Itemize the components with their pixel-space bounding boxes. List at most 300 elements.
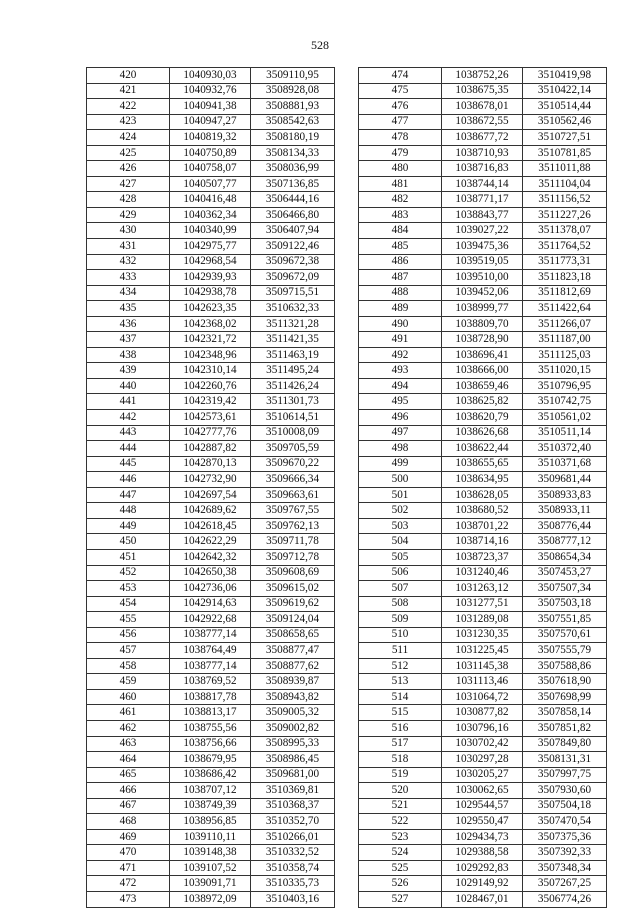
point-number-cell: 503 (359, 518, 442, 534)
x-coordinate-cell: 1040932,76 (170, 83, 251, 99)
table-row (87, 363, 335, 379)
point-number-cell: 469 (87, 829, 170, 845)
y-coordinate-cell: 3510561,02 (523, 410, 607, 426)
point-number-cell: 495 (359, 394, 442, 410)
table-row (87, 347, 335, 363)
x-coordinate-cell: 1031064,72 (442, 689, 523, 705)
table-row (359, 145, 607, 161)
table-row (87, 441, 335, 457)
table-row (359, 223, 607, 239)
y-coordinate-cell: 3509711,78 (251, 534, 335, 550)
point-number-cell: 429 (87, 207, 170, 223)
x-coordinate-cell: 1038677,72 (442, 130, 523, 146)
point-number-cell: 523 (359, 829, 442, 845)
x-coordinate-cell: 1030702,42 (442, 736, 523, 752)
y-coordinate-cell: 3511812,69 (523, 285, 607, 301)
x-coordinate-cell: 1042573,61 (170, 410, 251, 426)
y-coordinate-cell: 3511773,31 (523, 254, 607, 270)
x-coordinate-cell: 1031113,46 (442, 674, 523, 690)
table-row (87, 565, 335, 581)
point-number-cell: 421 (87, 83, 170, 99)
point-number-cell: 462 (87, 720, 170, 736)
y-coordinate-cell: 3507392,33 (523, 845, 607, 861)
table-row (87, 829, 335, 845)
point-number-cell: 466 (87, 783, 170, 799)
point-number-cell: 444 (87, 441, 170, 457)
point-number-cell: 446 (87, 472, 170, 488)
table-row (359, 394, 607, 410)
table-row (87, 752, 335, 768)
x-coordinate-cell: 1038672,55 (442, 114, 523, 130)
table-row (87, 767, 335, 783)
x-coordinate-cell: 1039110,11 (170, 829, 251, 845)
y-coordinate-cell: 3507375,36 (523, 829, 607, 845)
table-row (359, 798, 607, 814)
table-row (87, 456, 335, 472)
x-coordinate-cell: 1042968,54 (170, 254, 251, 270)
table-row (359, 363, 607, 379)
point-number-cell: 509 (359, 612, 442, 628)
table-row (87, 783, 335, 799)
table-row (87, 549, 335, 565)
table-row (87, 207, 335, 223)
point-number-cell: 487 (359, 270, 442, 286)
point-number-cell: 490 (359, 316, 442, 332)
y-coordinate-cell: 3509666,34 (251, 472, 335, 488)
y-coordinate-cell: 3507851,82 (523, 720, 607, 736)
y-coordinate-cell: 3508933,83 (523, 487, 607, 503)
y-coordinate-cell: 3509122,46 (251, 239, 335, 255)
y-coordinate-cell: 3507570,61 (523, 627, 607, 643)
table-row (87, 394, 335, 410)
x-coordinate-cell: 1038675,35 (442, 83, 523, 99)
point-number-cell: 463 (87, 736, 170, 752)
table-row (87, 83, 335, 99)
point-number-cell: 457 (87, 643, 170, 659)
x-coordinate-cell: 1031277,51 (442, 596, 523, 612)
y-coordinate-cell: 3510352,70 (251, 814, 335, 830)
point-number-cell: 498 (359, 441, 442, 457)
y-coordinate-cell: 3510371,68 (523, 456, 607, 472)
table-row (359, 68, 607, 84)
point-number-cell: 504 (359, 534, 442, 550)
y-coordinate-cell: 3509767,55 (251, 503, 335, 519)
x-coordinate-cell: 1042689,62 (170, 503, 251, 519)
x-coordinate-cell: 1030297,28 (442, 752, 523, 768)
table-row (87, 68, 335, 84)
table-row (359, 378, 607, 394)
y-coordinate-cell: 3507503,18 (523, 596, 607, 612)
table-row (359, 83, 607, 99)
x-coordinate-cell: 1038622,44 (442, 441, 523, 457)
table-row (359, 829, 607, 845)
x-coordinate-cell: 1038744,14 (442, 176, 523, 192)
point-number-cell: 422 (87, 99, 170, 115)
y-coordinate-cell: 3510727,51 (523, 130, 607, 146)
y-coordinate-cell: 3511463,19 (251, 347, 335, 363)
y-coordinate-cell: 3511266,07 (523, 316, 607, 332)
y-coordinate-cell: 3507849,80 (523, 736, 607, 752)
point-number-cell: 445 (87, 456, 170, 472)
y-coordinate-cell: 3507136,85 (251, 176, 335, 192)
y-coordinate-cell: 3511321,28 (251, 316, 335, 332)
table-row (87, 192, 335, 208)
y-coordinate-cell: 3510742,75 (523, 394, 607, 410)
y-coordinate-cell: 3506444,16 (251, 192, 335, 208)
point-number-cell: 484 (359, 223, 442, 239)
y-coordinate-cell: 3510419,98 (523, 68, 607, 84)
point-number-cell: 486 (359, 254, 442, 270)
x-coordinate-cell: 1038999,77 (442, 301, 523, 317)
y-coordinate-cell: 3510632,33 (251, 301, 335, 317)
y-coordinate-cell: 3511378,07 (523, 223, 607, 239)
point-number-cell: 514 (359, 689, 442, 705)
table-row (359, 301, 607, 317)
x-coordinate-cell: 1039091,71 (170, 876, 251, 892)
point-number-cell: 521 (359, 798, 442, 814)
table-row (87, 410, 335, 426)
point-number-cell: 434 (87, 285, 170, 301)
point-number-cell: 461 (87, 705, 170, 721)
y-coordinate-cell: 3511421,35 (251, 332, 335, 348)
point-number-cell: 499 (359, 456, 442, 472)
table-row (359, 596, 607, 612)
x-coordinate-cell: 1042736,06 (170, 581, 251, 597)
point-number-cell: 436 (87, 316, 170, 332)
table-row (87, 254, 335, 270)
table-row (87, 145, 335, 161)
y-coordinate-cell: 3508180,19 (251, 130, 335, 146)
table-row (359, 254, 607, 270)
x-coordinate-cell: 1042650,38 (170, 565, 251, 581)
coordinates-table-left (86, 67, 335, 908)
y-coordinate-cell: 3510332,52 (251, 845, 335, 861)
y-coordinate-cell: 3508658,65 (251, 627, 335, 643)
point-number-cell: 502 (359, 503, 442, 519)
point-number-cell: 459 (87, 674, 170, 690)
x-coordinate-cell: 1039027,22 (442, 223, 523, 239)
x-coordinate-cell: 1031289,08 (442, 612, 523, 628)
x-coordinate-cell: 1038809,70 (442, 316, 523, 332)
table-row (359, 876, 607, 892)
table-row (359, 316, 607, 332)
y-coordinate-cell: 3510781,85 (523, 145, 607, 161)
point-number-cell: 483 (359, 207, 442, 223)
x-coordinate-cell: 1038696,41 (442, 347, 523, 363)
table-row (359, 441, 607, 457)
y-coordinate-cell: 3508986,45 (251, 752, 335, 768)
point-number-cell: 525 (359, 860, 442, 876)
point-number-cell: 500 (359, 472, 442, 488)
x-coordinate-cell: 1042914,63 (170, 596, 251, 612)
table-row (359, 720, 607, 736)
table-row (87, 736, 335, 752)
table-row (359, 689, 607, 705)
x-coordinate-cell: 1039148,38 (170, 845, 251, 861)
table-row (359, 130, 607, 146)
x-coordinate-cell: 1038710,93 (442, 145, 523, 161)
point-number-cell: 431 (87, 239, 170, 255)
x-coordinate-cell: 1040340,99 (170, 223, 251, 239)
y-coordinate-cell: 3509663,61 (251, 487, 335, 503)
table-row (359, 347, 607, 363)
table-row (87, 270, 335, 286)
y-coordinate-cell: 3510422,14 (523, 83, 607, 99)
y-coordinate-cell: 3509715,51 (251, 285, 335, 301)
y-coordinate-cell: 3509124,04 (251, 612, 335, 628)
point-number-cell: 507 (359, 581, 442, 597)
x-coordinate-cell: 1038625,82 (442, 394, 523, 410)
point-number-cell: 493 (359, 363, 442, 379)
point-number-cell: 508 (359, 596, 442, 612)
y-coordinate-cell: 3507555,79 (523, 643, 607, 659)
point-number-cell: 524 (359, 845, 442, 861)
point-number-cell: 479 (359, 145, 442, 161)
point-number-cell: 527 (359, 891, 442, 907)
y-coordinate-cell: 3510008,09 (251, 425, 335, 441)
table-row (359, 487, 607, 503)
x-coordinate-cell: 1038680,52 (442, 503, 523, 519)
table-row (359, 581, 607, 597)
x-coordinate-cell: 1039510,00 (442, 270, 523, 286)
page-number: 528 (311, 38, 329, 52)
table-row (87, 876, 335, 892)
x-coordinate-cell: 1039519,05 (442, 254, 523, 270)
y-coordinate-cell: 3509608,69 (251, 565, 335, 581)
y-coordinate-cell: 3507588,86 (523, 658, 607, 674)
table-row (359, 565, 607, 581)
point-number-cell: 473 (87, 891, 170, 907)
table-row (87, 176, 335, 192)
y-coordinate-cell: 3508776,44 (523, 518, 607, 534)
x-coordinate-cell: 1038728,90 (442, 332, 523, 348)
y-coordinate-cell: 3507470,54 (523, 814, 607, 830)
point-number-cell: 481 (359, 176, 442, 192)
x-coordinate-cell: 1038769,52 (170, 674, 251, 690)
y-coordinate-cell: 3509670,22 (251, 456, 335, 472)
x-coordinate-cell: 1042887,82 (170, 441, 251, 457)
point-number-cell: 433 (87, 270, 170, 286)
point-number-cell: 456 (87, 627, 170, 643)
table-row (359, 114, 607, 130)
y-coordinate-cell: 3510796,95 (523, 378, 607, 394)
x-coordinate-cell: 1038679,95 (170, 752, 251, 768)
table-row (359, 705, 607, 721)
y-coordinate-cell: 3507858,14 (523, 705, 607, 721)
point-number-cell: 420 (87, 68, 170, 84)
table-row (87, 798, 335, 814)
point-number-cell: 468 (87, 814, 170, 830)
x-coordinate-cell: 1038707,12 (170, 783, 251, 799)
y-coordinate-cell: 3507267,25 (523, 876, 607, 892)
table-row (359, 270, 607, 286)
x-coordinate-cell: 1030877,82 (442, 705, 523, 721)
x-coordinate-cell: 1028467,01 (442, 891, 523, 907)
table-row (87, 130, 335, 146)
point-number-cell: 427 (87, 176, 170, 192)
x-coordinate-cell: 1040750,89 (170, 145, 251, 161)
point-number-cell: 454 (87, 596, 170, 612)
table-row (359, 332, 607, 348)
x-coordinate-cell: 1042623,35 (170, 301, 251, 317)
point-number-cell: 424 (87, 130, 170, 146)
x-coordinate-cell: 1042618,45 (170, 518, 251, 534)
point-number-cell: 494 (359, 378, 442, 394)
point-number-cell: 467 (87, 798, 170, 814)
point-number-cell: 475 (359, 83, 442, 99)
y-coordinate-cell: 3511301,73 (251, 394, 335, 410)
table-row (359, 612, 607, 628)
x-coordinate-cell: 1042321,72 (170, 332, 251, 348)
x-coordinate-cell: 1038620,79 (442, 410, 523, 426)
table-row (359, 752, 607, 768)
y-coordinate-cell: 3506774,26 (523, 891, 607, 907)
y-coordinate-cell: 3506466,80 (251, 207, 335, 223)
x-coordinate-cell: 1029550,47 (442, 814, 523, 830)
point-number-cell: 477 (359, 114, 442, 130)
x-coordinate-cell: 1038701,22 (442, 518, 523, 534)
point-number-cell: 451 (87, 549, 170, 565)
table-row (359, 99, 607, 115)
x-coordinate-cell: 1042622,29 (170, 534, 251, 550)
y-coordinate-cell: 3508134,33 (251, 145, 335, 161)
point-number-cell: 505 (359, 549, 442, 565)
table-row (87, 114, 335, 130)
table-row (359, 658, 607, 674)
y-coordinate-cell: 3511823,18 (523, 270, 607, 286)
x-coordinate-cell: 1029149,92 (442, 876, 523, 892)
table-row (87, 472, 335, 488)
x-coordinate-cell: 1038714,16 (442, 534, 523, 550)
table-row (359, 207, 607, 223)
y-coordinate-cell: 3510358,74 (251, 860, 335, 876)
table-row (359, 643, 607, 659)
point-number-cell: 470 (87, 845, 170, 861)
x-coordinate-cell: 1030205,27 (442, 767, 523, 783)
table-row (359, 456, 607, 472)
x-coordinate-cell: 1040941,38 (170, 99, 251, 115)
y-coordinate-cell: 3506407,94 (251, 223, 335, 239)
x-coordinate-cell: 1042319,42 (170, 394, 251, 410)
point-number-cell: 519 (359, 767, 442, 783)
y-coordinate-cell: 3510266,01 (251, 829, 335, 845)
table-row (359, 410, 607, 426)
table-row (87, 378, 335, 394)
point-number-cell: 517 (359, 736, 442, 752)
y-coordinate-cell: 3509681,00 (251, 767, 335, 783)
point-number-cell: 476 (359, 99, 442, 115)
point-number-cell: 496 (359, 410, 442, 426)
x-coordinate-cell: 1042732,90 (170, 472, 251, 488)
y-coordinate-cell: 3509619,62 (251, 596, 335, 612)
x-coordinate-cell: 1038686,42 (170, 767, 251, 783)
coordinates-table-right (358, 67, 607, 908)
point-number-cell: 516 (359, 720, 442, 736)
point-number-cell: 474 (359, 68, 442, 84)
table-row (87, 239, 335, 255)
point-number-cell: 441 (87, 394, 170, 410)
x-coordinate-cell: 1042368,02 (170, 316, 251, 332)
y-coordinate-cell: 3510369,81 (251, 783, 335, 799)
point-number-cell: 435 (87, 301, 170, 317)
point-number-cell: 497 (359, 425, 442, 441)
y-coordinate-cell: 3508036,99 (251, 161, 335, 177)
table-row (87, 643, 335, 659)
table-row (87, 581, 335, 597)
table-row (87, 612, 335, 628)
y-coordinate-cell: 3507698,99 (523, 689, 607, 705)
x-coordinate-cell: 1042975,77 (170, 239, 251, 255)
x-coordinate-cell: 1038756,66 (170, 736, 251, 752)
x-coordinate-cell: 1038716,83 (442, 161, 523, 177)
table-row (87, 518, 335, 534)
x-coordinate-cell: 1030062,65 (442, 783, 523, 799)
point-number-cell: 512 (359, 658, 442, 674)
point-number-cell: 449 (87, 518, 170, 534)
y-coordinate-cell: 3511011,88 (523, 161, 607, 177)
x-coordinate-cell: 1038777,14 (170, 627, 251, 643)
table-row (87, 705, 335, 721)
x-coordinate-cell: 1042870,13 (170, 456, 251, 472)
y-coordinate-cell: 3511422,64 (523, 301, 607, 317)
table-row (359, 518, 607, 534)
y-coordinate-cell: 3509712,78 (251, 549, 335, 565)
point-number-cell: 492 (359, 347, 442, 363)
point-number-cell: 450 (87, 534, 170, 550)
table-row (87, 534, 335, 550)
point-number-cell: 442 (87, 410, 170, 426)
point-number-cell: 480 (359, 161, 442, 177)
table-row (87, 223, 335, 239)
table-row (87, 674, 335, 690)
point-number-cell: 522 (359, 814, 442, 830)
y-coordinate-cell: 3508777,12 (523, 534, 607, 550)
y-coordinate-cell: 3508654,34 (523, 549, 607, 565)
y-coordinate-cell: 3509005,32 (251, 705, 335, 721)
point-number-cell: 452 (87, 565, 170, 581)
point-number-cell: 501 (359, 487, 442, 503)
y-coordinate-cell: 3508877,47 (251, 643, 335, 659)
table-row (87, 860, 335, 876)
y-coordinate-cell: 3509762,13 (251, 518, 335, 534)
table-row (359, 503, 607, 519)
x-coordinate-cell: 1040819,32 (170, 130, 251, 146)
point-number-cell: 447 (87, 487, 170, 503)
y-coordinate-cell: 3507551,85 (523, 612, 607, 628)
y-coordinate-cell: 3510368,37 (251, 798, 335, 814)
x-coordinate-cell: 1042348,96 (170, 347, 251, 363)
table-row (87, 845, 335, 861)
table-row (359, 767, 607, 783)
x-coordinate-cell: 1029544,57 (442, 798, 523, 814)
point-number-cell: 465 (87, 767, 170, 783)
x-coordinate-cell: 1040362,34 (170, 207, 251, 223)
point-number-cell: 440 (87, 378, 170, 394)
y-coordinate-cell: 3509110,95 (251, 68, 335, 84)
x-coordinate-cell: 1042310,14 (170, 363, 251, 379)
table-row (87, 503, 335, 519)
y-coordinate-cell: 3509672,38 (251, 254, 335, 270)
x-coordinate-cell: 1039475,36 (442, 239, 523, 255)
x-coordinate-cell: 1042260,76 (170, 378, 251, 394)
table-row (359, 425, 607, 441)
y-coordinate-cell: 3510614,51 (251, 410, 335, 426)
point-number-cell: 515 (359, 705, 442, 721)
point-number-cell: 472 (87, 876, 170, 892)
point-number-cell: 489 (359, 301, 442, 317)
y-coordinate-cell: 3508928,08 (251, 83, 335, 99)
point-number-cell: 428 (87, 192, 170, 208)
